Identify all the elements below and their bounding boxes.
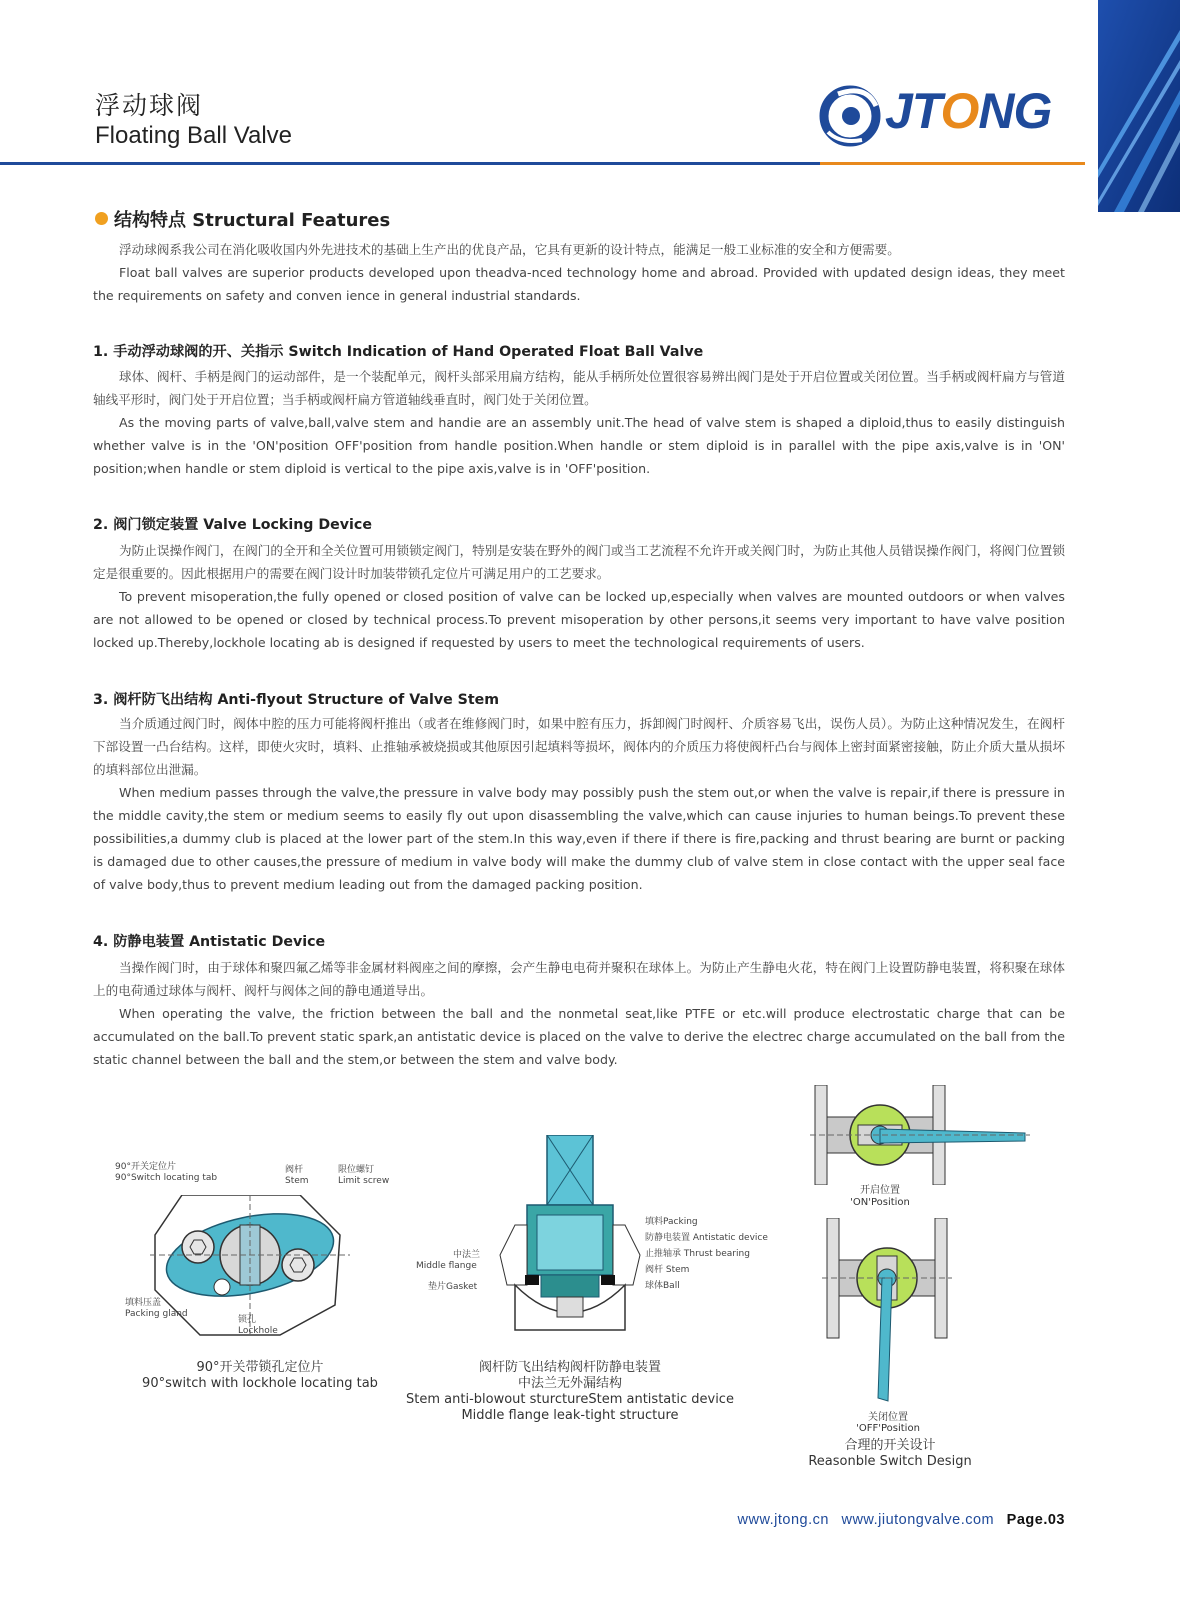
section-2-body: [93, 539, 1065, 654]
valve-on-position-diagram: [810, 1085, 1030, 1185]
intro-paragraph: [93, 238, 1065, 307]
jtong-logo-icon: [818, 80, 886, 148]
label-packing: 填料Packing: [645, 1217, 698, 1227]
figure-1-caption: 90°开关带锁孔定位片 90°switch with lockhole locating tab: [142, 1360, 378, 1391]
header-rule-blue: [0, 162, 820, 165]
figure-3-caption: 合理的开关设计 Reasonble Switch Design: [808, 1438, 972, 1469]
figure-2-caption: 阀杆防飞出结构阀杆防静电装置 中法兰无外漏结构 Stem anti-blowout sturctureStem antistatic device Middle flange leak-tight structure: [406, 1360, 734, 1423]
section-4-text-cn: 当操作阀门时，由于球体和聚四氟乙烯等非金属材料阀座之间的摩擦，会产生静电电荷并聚积在球体上。为防止产生静电火花，特在阀门上设置防静电装置，将积聚在球体上的电荷通过球体与阀杆、阀杆与阀体之间的静电通道导出。: [93, 960, 1065, 998]
label-antistatic-device: 防静电装置 Antistatic device: [645, 1233, 768, 1243]
stem-section-diagram: [495, 1135, 645, 1340]
label-packing-gland: 填料压盖 Packing gland: [125, 1298, 188, 1319]
section-1-text-cn: 球体、阀杆、手柄是阀门的运动部件，是一个装配单元，阀杆头部采用扁方结构，能从手柄所处位置很容易辨出阀门是处于开启位置或关闭位置。当手柄或阀杆扁方与管道轴线平形时，阀门处于开启位置；当手柄或阀杆扁方管道轴线垂直时，阀门处于关闭位置。: [93, 369, 1065, 407]
section-2-heading: 2. 阀门锁定装置 Valve Locking Device: [93, 517, 372, 533]
page-number: Page.03: [1006, 1512, 1065, 1528]
label-thrust-bearing: 止推轴承 Thrust bearing: [645, 1249, 750, 1259]
on-position-label: 开启位置 'ON'Position: [850, 1185, 910, 1208]
intro-text-cn: 浮动球阀系我公司在消化吸收国内外先进技术的基础上生产出的优良产品，它具有更新的设计特点，能满足一般工业标准的安全和方便需要。: [119, 242, 900, 257]
label-stem: 阀杆 Stem: [285, 1165, 309, 1186]
label-middle-flange: 中法兰 Middle flange: [416, 1250, 480, 1271]
section-3-text-cn: 当介质通过阀门时，阀体中腔的压力可能将阀杆推出（或者在维修阀门时，如果中腔有压力，拆卸阀门时阀杆、介质容易飞出，误伤人员）。为防止这种情况发生，在阀杆下部设置一凸台结构。这样，即使火灾时，填料、止推轴承被烧损或其他原因引起填料等损坏，阀体内的介质压力将使阀杆凸台与阀体上密封面紧密接触，防止介质大量从损坏的填料部位出泄漏。: [93, 716, 1065, 777]
label-switch-tab: 90°开关定位片 90°Switch locating tab: [115, 1162, 218, 1183]
section-3-text-en: When medium passes through the valve,the pressure in valve body may possibly push the stem out,or when the valve is repair,if there is pressure in the middle cavity,the stem or medium seems to easily fly out upon disassembling the valve,which can cause injuries to human beings.To prevent these possibilities,a dummy club is placed at the lower part of the stem.In this way,even if there if there is fire,packing and thrust bearing are burnt or packing is damaged due to other causes,the pressure of medium in valve body will make the dummy club of valve stem in close contact with the upper seal face of valve body,thus to prevent medium leading out from the damaged packing position.: [93, 785, 1065, 892]
label-stem-2: 阀杆 Stem: [645, 1265, 690, 1275]
section-2-text-cn: 为防止误操作阀门，在阀门的全开和全关位置可用锁锁定阀门，特别是安装在野外的阀门或当工艺流程不允许开或关阀门时，为防止其他人员错误操作阀门，将阀门位置锁定是很重要的。因此根据用户的需要在阀门设计时加装带锁孔定位片可满足用户的工艺要求。: [93, 543, 1065, 581]
section-3-heading: 3. 阀杆防飞出结构 Anti-flyout Structure of Valve Stem: [93, 692, 500, 708]
page-title-en: Floating Ball Valve: [95, 122, 292, 149]
section-1-text-en: As the moving parts of valve,ball,valve stem and handie are an assembly unit.The head of valve stem is shaped a diploid,thus to easily distinguish whether valve is in the 'ON'position OFF'position from handle position.When handle or stem diploid is in parallel with the pipe axis,valve is in 'ON' position;when handle or stem diploid is vertical to the pipe axis,valve is in 'OFF'position.: [93, 415, 1065, 476]
bullet-dot-icon: [95, 212, 108, 225]
footer-url-2[interactable]: www.jiutongvalve.com: [841, 1512, 995, 1528]
section-4-heading: 4. 防静电装置 Antistatic Device: [93, 934, 326, 950]
intro-text-en: Float ball valves are superior products developed upon theadva-nced technology home and abroad. Provided with updated design ideas, they meet the requirements on safety and conven ience in general industrial standards.: [93, 265, 1065, 303]
label-limit-screw: 限位螺钉 Limit screw: [338, 1165, 390, 1186]
off-position-label: 关闭位置 'OFF'Position: [856, 1412, 920, 1434]
footer: [738, 1512, 1065, 1528]
section-1-heading: 1. 手动浮动球阀的开、关指示 Switch Indication of Hand Operated Float Ball Valve: [93, 344, 704, 360]
section-title: 结构特点 Structural Features: [95, 206, 390, 232]
header-rule-orange: [820, 162, 1085, 165]
valve-off-position-diagram: [822, 1218, 952, 1408]
page-title-cn: 浮动球阀: [95, 91, 204, 120]
section-1-body: [93, 365, 1065, 480]
section-2-text-en: To prevent misoperation,the fully opened or closed position of valve can be locked up,especially when valves are mounted outdoors or when valves are not allowed to be opened or closed by technical process.To prevent misoperation by other persons,it seems very important to have valve position locked up.Thereby,lockhole locating ab is designed if requested by users to meet the technological requirements of users.: [93, 589, 1065, 650]
footer-url-1[interactable]: www.jtong.cn: [737, 1512, 829, 1528]
section-4-body: [93, 956, 1065, 1071]
label-lockhole: 锁孔 Lockhole: [238, 1315, 278, 1336]
jtong-logo-text: JTONG: [885, 83, 1052, 139]
section-3-body: [93, 712, 1065, 896]
corner-stripes-graphic: [1098, 0, 1180, 212]
section-4-text-en: When operating the valve, the friction between the ball and the nonmetal seat,like PTFE or etc.will produce electrostatic charge that can be accumulated on the ball.To prevent static spark,an antistatic device is placed on the valve to derive the electrec charge accumulated on the ball from the static channel between the ball and the stem,or between the stem and valve body.: [93, 1006, 1065, 1067]
label-gasket: 垫片Gasket: [428, 1282, 478, 1292]
label-ball: 球体Ball: [645, 1281, 680, 1291]
